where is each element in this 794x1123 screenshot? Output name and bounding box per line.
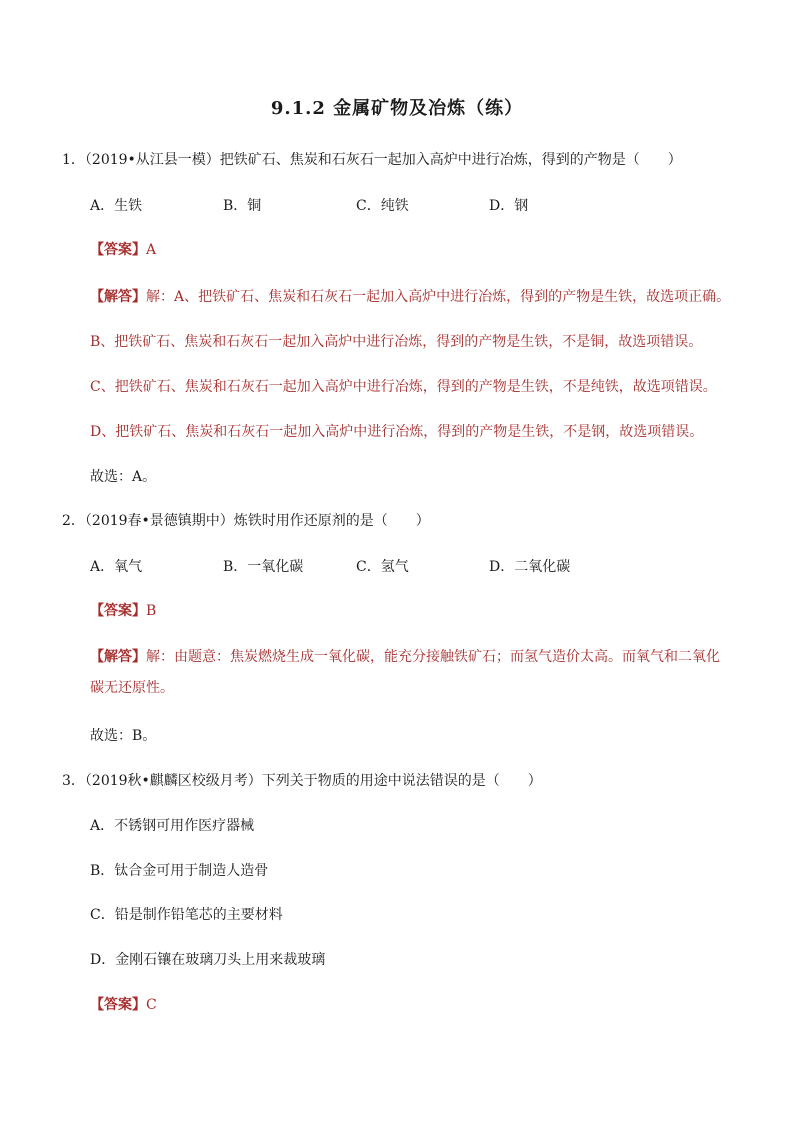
option-c: C．氢气 (356, 559, 409, 575)
option-d: D．钢 (489, 198, 529, 214)
question-1-choice: 故选：A。 (90, 469, 157, 485)
question-2-analysis (90, 642, 720, 704)
analysis-line-b: B、把铁矿石、焦炭和石灰石一起加入高炉中进行冶炼，得到的产物是生铁，不是铜，故选项错误。 (90, 334, 703, 350)
question-1-stem: 1．（2019•从江县一模）把铁矿石、焦炭和石灰石一起加入高炉中进行冶炼，得到的产物是（ ） (62, 152, 682, 168)
question-1-analysis (90, 287, 730, 307)
question-3-answer (90, 995, 157, 1015)
analysis-tag: 【解答】 (90, 289, 146, 305)
question-3-option-b: B．钛合金可用于制造人造骨 (90, 863, 269, 879)
question-2-stem: 2．（2019春•景德镇期中）炼铁时用作还原剂的是（ ） (62, 513, 430, 529)
question-2-answer (90, 601, 156, 621)
analysis-text: 解：由题意：焦炭燃烧生成一氧化碳，能充分接触铁矿石；而氢气造价太高。而氧气和二氧化碳无还原性。 (90, 649, 720, 696)
answer-tag: 【答案】 (90, 242, 146, 258)
answer-tag: 【答案】 (90, 603, 146, 619)
question-3-option-a: A．不锈钢可用作医疗器械 (90, 818, 255, 834)
question-2-options (90, 557, 622, 577)
option-d: D．二氧化碳 (489, 559, 571, 575)
answer-value: B (146, 603, 157, 619)
question-3-option-c: C．铅是制作铅笔芯的主要材料 (90, 907, 283, 923)
analysis-tag: 【解答】 (90, 649, 146, 665)
analysis-line-d: D、把铁矿石、焦炭和石灰石一起加入高炉中进行冶炼，得到的产物是生铁，不是钢，故选项错误。 (90, 424, 704, 440)
option-c: C．纯铁 (356, 198, 409, 214)
answer-tag: 【答案】 (90, 997, 146, 1013)
question-1-options (90, 196, 622, 216)
option-a: A．生铁 (90, 198, 143, 214)
question-3-option-d: D．金刚石镶在玻璃刀头上用来裁玻璃 (90, 952, 326, 968)
analysis-text: 解：A、把铁矿石、焦炭和石灰石一起加入高炉中进行冶炼，得到的产物是生铁，故选项正确。 (146, 289, 731, 305)
analysis-line-c: C、把铁矿石、焦炭和石灰石一起加入高炉中进行冶炼，得到的产物是生铁，不是纯铁，故选项错误。 (90, 379, 717, 395)
option-b: B．铜 (223, 198, 262, 214)
question-1-answer (90, 240, 156, 260)
option-b: B．一氧化碳 (223, 559, 304, 575)
question-2-choice: 故选：B。 (90, 728, 157, 744)
question-3-stem: 3．（2019秋•麒麟区校级月考）下列关于物质的用途中说法错误的是（ ） (62, 773, 542, 789)
answer-value: A (146, 242, 157, 258)
answer-value: C (146, 997, 157, 1013)
option-a: A．氧气 (90, 559, 143, 575)
page-title: 9.1.2 金属矿物及冶炼（练） (270, 98, 524, 119)
